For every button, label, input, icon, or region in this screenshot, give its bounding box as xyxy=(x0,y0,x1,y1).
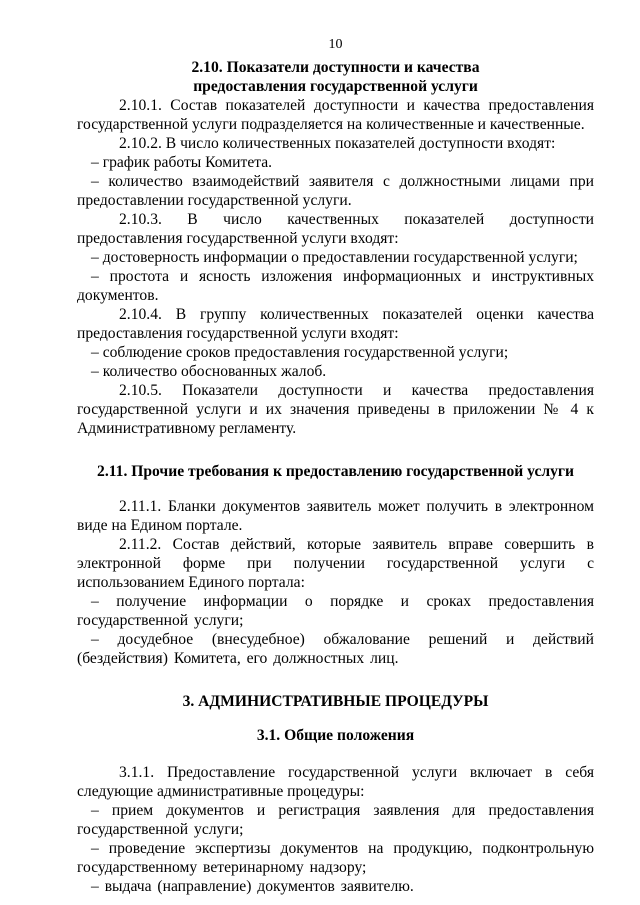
paragraph-3-1-1: 3.1.1. Предоставление государственной услуги включает в себя следующие административные процедуры: xyxy=(77,764,594,800)
section-3-heading: 3. АДМИНИСТРАТИВНЫЕ ПРОЦЕДУРЫ xyxy=(182,693,489,710)
paragraph-2-11-2: 2.11.2. Состав действий, которые заявитель вправе совершить в электронной форме при получении государственной услуги с использованием Единого портала: xyxy=(77,536,594,591)
list-item-appeal: – досудебное (внесудебное) обжалование решений и действий (бездействия) Комитета, его должностных лиц. xyxy=(77,631,594,667)
list-item-info-reliability: – достоверность информации о предоставлении государственной услуги; xyxy=(91,249,578,266)
list-item-deadlines: – соблюдение сроков предоставления государственной услуги; xyxy=(91,344,509,361)
section-2-10-heading-line1: 2.10. Показатели доступности и качества xyxy=(191,59,480,76)
list-item-clarity: – простота и ясность изложения информационных и инструктивных документов. xyxy=(77,268,594,304)
list-item-work-schedule: – график работы Комитета. xyxy=(91,154,273,171)
list-item-expertise: – проведение экспертизы документов на продукцию, подконтрольную государственному ветеринарному надзору; xyxy=(77,840,594,876)
list-item-complaints: – количество обоснованных жалоб. xyxy=(91,363,327,380)
paragraph-2-10-3: 2.10.3. В число качественных показателей доступности предоставления государственной услуги входят: xyxy=(77,211,594,247)
list-item-document-intake: – прием документов и регистрация заявления для предоставления государственной услуги; xyxy=(77,802,594,838)
section-3-1-heading: 3.1. Общие положения xyxy=(256,727,415,744)
section-2-10-heading xyxy=(77,58,594,96)
list-item-issuance: – выдача (направление) документов заявителю. xyxy=(91,878,414,895)
paragraph-2-10-2: 2.10.2. В число количественных показателей доступности входят: xyxy=(119,135,556,152)
document-body xyxy=(77,58,594,896)
section-2-10-heading-line2: предоставления государственной услуги xyxy=(193,78,478,95)
page-number: 10 xyxy=(328,37,343,52)
paragraph-2-10-1: 2.10.1. Состав показателей доступности и качества предоставления государственной услуги подразделяется на количественные и качественные. xyxy=(77,97,594,133)
paragraph-2-10-5: 2.10.5. Показатели доступности и качества предоставления государственной услуги и их значения приведены в приложении № 4 к Административному регламенту. xyxy=(77,382,594,437)
paragraph-2-11-1: 2.11.1. Бланки документов заявитель может получить в электронном виде на Едином портале. xyxy=(77,498,594,534)
paragraph-2-10-4: 2.10.4. В группу количественных показателей оценки качества предоставления государственной услуги входят: xyxy=(77,306,594,342)
section-2-11-heading: 2.11. Прочие требования к предоставлению государственной услуги xyxy=(97,463,574,480)
list-item-interactions-count: – количество взаимодействий заявителя с должностными лицами при предоставлении государственной услуги. xyxy=(77,173,594,209)
list-item-get-info: – получение информации о порядке и сроках предоставления государственной услуги; xyxy=(77,593,594,629)
